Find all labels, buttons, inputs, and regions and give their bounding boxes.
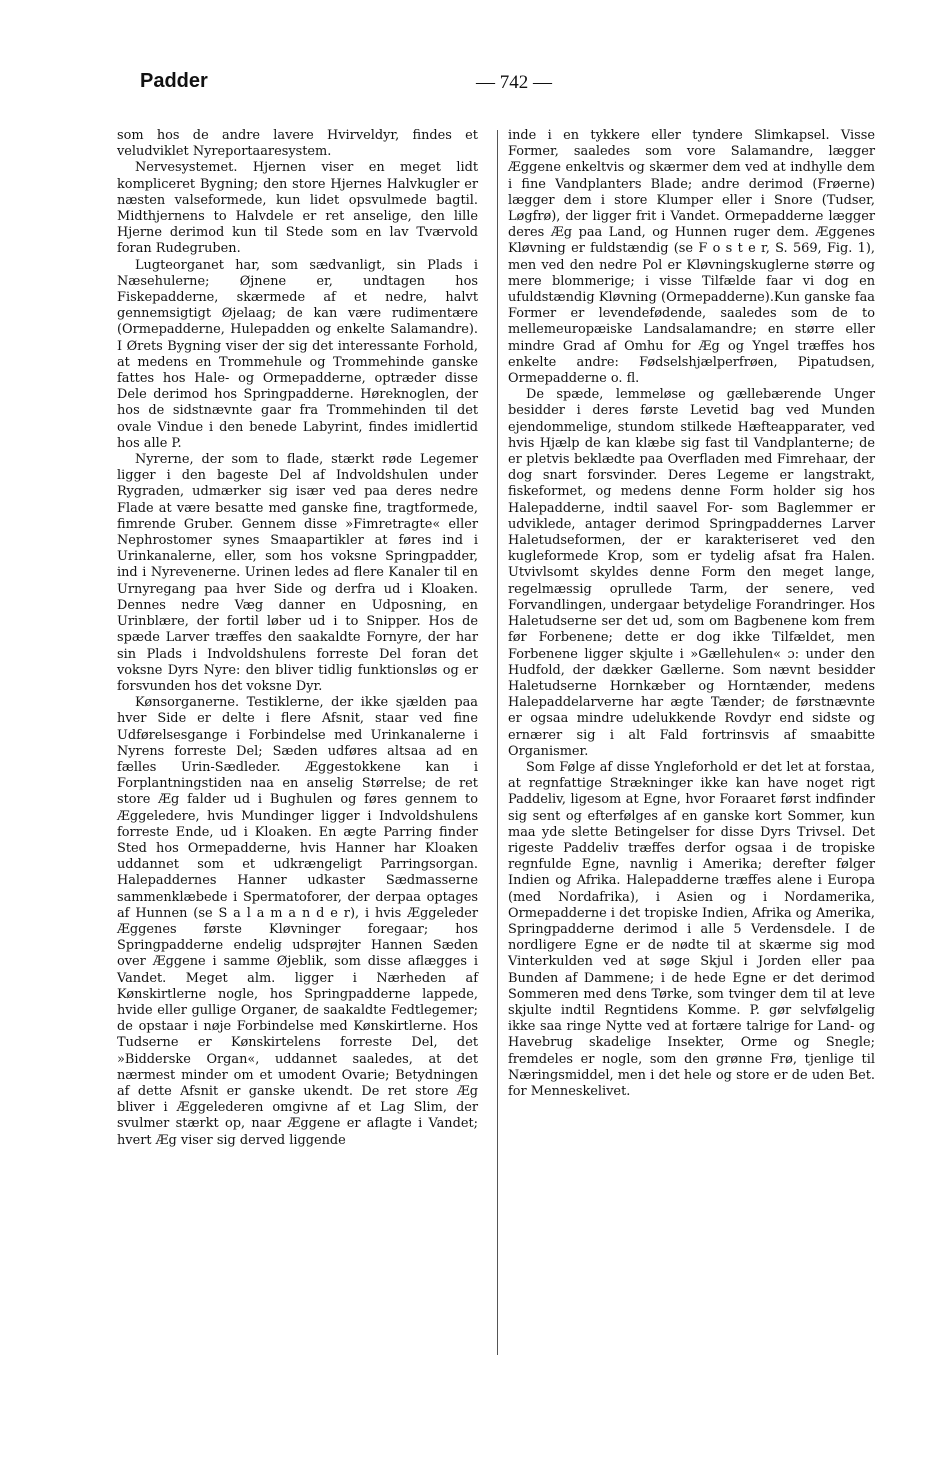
paragraph: De spæde, lemmeløse og gællebærende Unger besidder i deres første Levetid bag ved Munden ejendommelige, stundom stilkede Hæfteapparater, ved hvis Hjælp de kan klæbe sig fast til Vandplanterne; de er pletvis beklædte paa Overfladen med Fimrehaar, der dog snart forsvinder. Deres Legeme er langstrakt, fiskeformet, og medens denne Form holder sig hos Halepadderne, indtil saavel For- som Baglemmer er udviklede, antager derimod Springpaddernes Larver Haletudseformen, der er karakteriseret ved den kugleformede Krop, som er tydelig afsat fra Halen. Utvivlsomt skyldes denne Form den meget lange, regelmæssig oprullede Tarm, der senere, ved Forvandlingen, undergaar betydelige Forandringer. Hos Haletudserne ser det ud, som om Bagbenene kom frem før Forbenene; dette er dog ikke Tilfældet, men Forbenene ligger skjulte i »Gællehulen« ɔ: under den Hudfold, der dækker Gællerne. Som nævnt besidder Haletudserne Hornkæber og Horntænder, medens Halepaddelarverne har ægte Tænder; de førstnævnte er ogsaa mindre udelukkende Rovdyr end sidste og ernærer sig i alt Fald fortrinsvis af smaabitte Organismer. bbox=[508, 387, 876, 759]
paragraph: Lugteorganet har, som sædvanligt, sin Plads i Næsehulerne; Øjnene er, undtagen hos Fiskepadderne, skærmede af et nedre, halvt gennemsigtigt Øjelaag; de kan være rudimentære (Ormepadderne, Hulepadden og enkelte Salamandre). I Ørets Bygning viser der sig det interessante Forhold, at medens en Trommehule og Trommehinde ganske fattes hos Hale- og Ormepadderne, optræder disse Dele derimod hos Springpadderne. Høreknoglen, der hos de sidstnævnte gaar fra Trommehinden til det ovale Vindue i den benede Labyrint, findes imidlertid hos alle P. bbox=[117, 257, 478, 451]
paragraph: inde i en tykkere eller tyndere Slimkapsel. Visse Former, saaledes som vore Salamandre, lægger Æggene enkeltvis og skærmer dem ved at indhylle dem i fine Vandplanters Blade; andre derimod (Frøerne) lægger dem i store Klumper eller i Snore (Tudser, Løgfrø), der ligger frit i Vandet. Ormepadderne lægger deres Æg paa Land, og Hunnen ruger dem. Æggenes Kløvning er fuldstændig (se F o s t e r, S. 569, Fig. 1), men ved den nedre Pol er Kløvningskuglerne større og mere blommerige; i visse Tilfælde faar vi dog en ufuldstændig Kløvning (Ormepadderne).Kun ganske faa Former er levendefødende, saaledes som de to mellemeuropæiske Landsalamandre; en større eller mindre Grad af Omhu for Æg og Yngel træffes hos enkelte andre: Fødselshjælperfrøen, Pipatudsen, Ormepadderne o. fl. bbox=[508, 128, 875, 387]
page-number: — 742 — bbox=[476, 72, 552, 93]
column-divider bbox=[497, 130, 498, 1355]
running-title: Padder bbox=[140, 70, 208, 92]
left-text-column bbox=[117, 128, 478, 1149]
right-text-column bbox=[508, 128, 875, 1100]
paragraph: Nervesystemet. Hjernen viser en meget lidt kompliceret Bygning; den store Hjernes Halvkugler er næsten valseformede, kun lidet opsvulmede bagtil. Midthjernens to Halvdele er ret anselige, den lille Hjerne derimod kun til Stede som en lav Tværvold foran Rudegruben. bbox=[117, 160, 478, 257]
paragraph: Kønsorganerne. Testiklerne, der ikke sjælden paa hver Side er delte i flere Afsnit, staar ved fine Udførelsesgange i Forbindelse med Urinkanalerne i Nyrens forreste Del; Sæden udføres altsaa ad en fælles Urin-Sædleder. Æggestokkene kan i Forplantningstiden naa en anselig Størrelse; de ret store Æg falder ud i Bughulen og føres gennem to Æggeledere, hvis Mundinger ligger i Indvoldshulens forreste Ende, ud i Kloaken. En ægte Parring finder Sted hos Ormepadderne, hvis Hanner har Kloaken uddannet som et udkrængeligt Parringsorgan. Halepaddernes Hanner udkaster Sædmasserne sammenklæbede i Spermatoforer, der derpaa optages af Hunnen (se S a l a m a n d e r), i hvis Æggeleder Æggenes første Kløvninger foregaar; hos Springpadderne endelig udsprøjter Hannen Sæden over Æggene i samme Øjeblik, som disse aflægges i Vandet. Meget alm. ligger i Nærheden af Kønskirtlerne nogle, hos Springpadderne lappede, hvide eller gullige Organer, de saakaldte Fedtlegemer; de opstaar i nøje Forbindelse med Kønskirtlerne. Hos Tudserne er Kønskirtelens forreste Del, det »Bidderske Organ«, uddannet saaledes, at det nærmest minder om et umodent Ovarie; Betydningen af dette Afsnit er ganske ukendt. De ret store Æg bliver i Æggelederen omgivne af et Lag Slim, der svulmer stærkt op, naar Æggene er aflagte i Vandet; hvert Æg viser sig derved liggende bbox=[117, 695, 478, 1148]
page-header bbox=[140, 70, 890, 104]
paragraph: som hos de andre lavere Hvirveldyr, findes et veludviklet Nyreportaaresystem. bbox=[117, 128, 478, 160]
paragraph: Som Følge af disse Yngleforhold er det let at forstaa, at regnfattige Strækninger ikke kan have noget rigt Paddeliv, ligesom at Egne, hvor Foraaret først indfinder sig sent og efterfølges af en ganske kort Sommer, kun maa yde slette Betingelser for disse Dyrs Trivsel. Det rigeste Paddeliv træffes derfor ogsaa i de tropiske regnfulde Egne, navnlig i Amerika; derefter følger Indien og Afrika. Halepadderne træffes alene i Europa (med Nordafrika), i Asien og i Nordamerika, Ormepadderne i det tropiske Indien, Afrika og Amerika, Springpadderne derimod i alle 5 Verdensdele. I de nordligere Egne er de nødte til at skærme sig mod Vinterkulden ved at søge Skjul i Jorden eller paa Bunden af Dammene; i de hede Egne er det derimod Sommeren med dens Tørke, som tvinger dem til at leve skjulte indtil Regntidens Komme. P. gør selvfølgelig ikke saa ringe Nytte ved at fortære talrige for Land- og Havebrug skadelige Insekter, Orme og Snegle; fremdeles er nogle, som den grønne Frø, tjenlige til Næringsmiddel, men i det hele og store er de uden Bet. for Menneskelivet. bbox=[508, 759, 875, 1099]
paragraph: Nyrerne, der som to flade, stærkt røde Legemer ligger i den bageste Del af Indvoldshulen under Rygraden, udmærker sig især ved paa deres nedre Flade at være besatte med ganske fine, tragtformede, fimrende Gruber. Gennem disse »Fimretragte« eller Nephrostomer synes Smaapartikler at føres ind i Urinkanalerne, eller, som hos voksne Springpadder, ind i Nyrevenerne. Urinen ledes ad flere Kanaler til en Urnyregang paa hver Side og derfra ud i Kloaken. Dennes nedre Væg danner en Udposning, en Urinblære, der fortil løber ud i to Snipper. Hos de spæde Larver træffes den saakaldte Fornyre, der har sin Plads i Indvoldshulens forreste Del foran det voksne Dyrs Nyre: den bliver tidlig funktionsløs og er forsvunden hos det voksne Dyr. bbox=[117, 452, 478, 694]
